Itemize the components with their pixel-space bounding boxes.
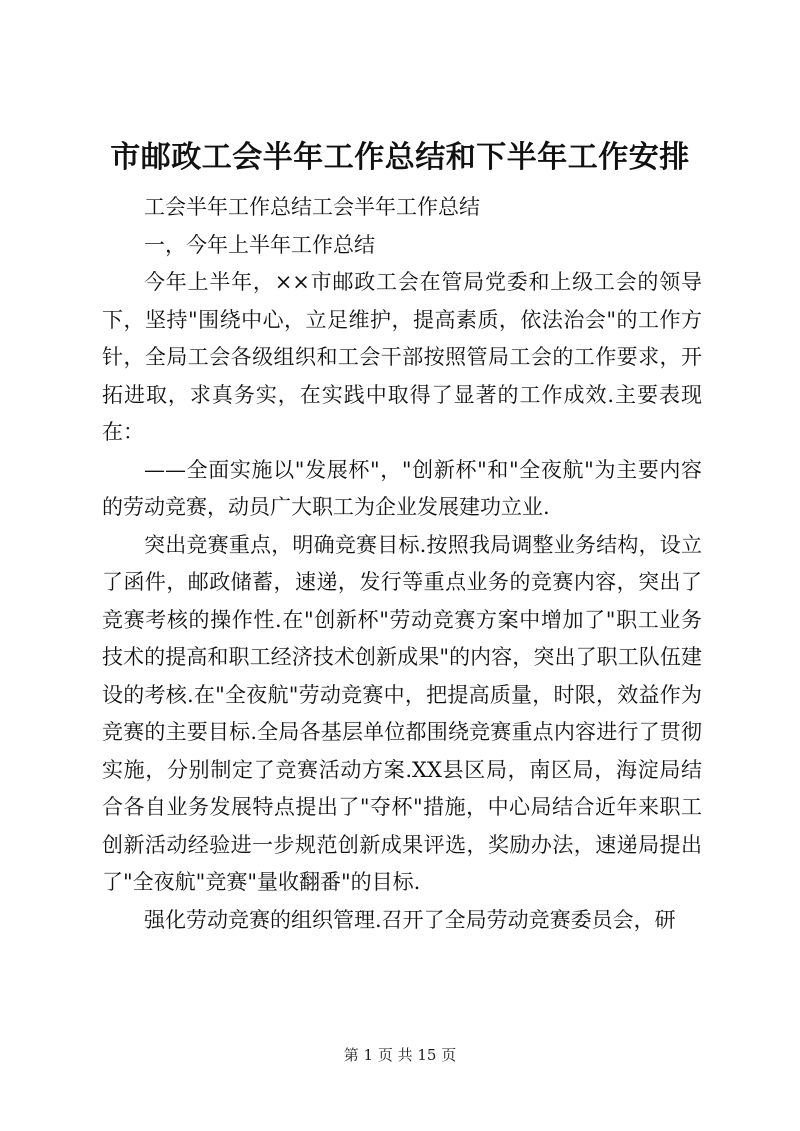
document-title: 市邮政工会半年工作总结和下半年工作安排 (110, 140, 690, 175)
document-body (102, 189, 702, 939)
paragraph-subtitle: 工会半年工作总结工会半年工作总结 (144, 195, 480, 219)
page-footer: 第 1 页 共 15 页 (343, 1046, 457, 1064)
paragraph-organization: 强化劳动竞赛的组织管理.召开了全局劳动竞赛委员会，研 (144, 907, 676, 932)
paragraph-focus-goals: 突出竞赛重点，明确竞赛目标.按照我局调整业务结构，设立了函件，邮政储蓄，速递，发行等重点业务的竞赛内容，突出了竞赛考核的操作性.在"创新杯"劳动竞赛方案中增加了"职工业务技术的提高和职工经济技术创新成果"的内容，突出了职工队伍建设的考核.在"全夜航"劳动竞赛中，把提高质量，时限，效益作为竞赛的主要目标.全局各基层单位都围绕竞赛重点内容进行了贯彻实施，分别制定了竞赛活动方案.XX县区局，南区局，海淀局结合各自业务发展特点提出了"夺杯"措施，中心局结合近年来职工创新活动经验进一步规范创新成果评选，奖励办法，速递局提出了"全夜航"竞赛"量收翻番"的目标. (102, 532, 702, 894)
paragraph-intro: 今年上半年，××市邮政工会在管局党委和上级工会的领导下，坚持"围绕中心，立足维护，提高素质，依法治会"的工作方针，全局工会各级组织和工会干部按照管局工会的工作要求，开拓进取，求真务实，在实践中取得了显著的工作成效.主要表现在： (102, 270, 702, 444)
paragraph-section-heading: 一，今年上半年工作总结 (144, 232, 375, 257)
paragraph-competition: ——全面实施以"发展杯"，"创新杯"和"全夜航"为主要内容的劳动竞赛，动员广大职工为企业发展建功立业. (102, 457, 702, 519)
